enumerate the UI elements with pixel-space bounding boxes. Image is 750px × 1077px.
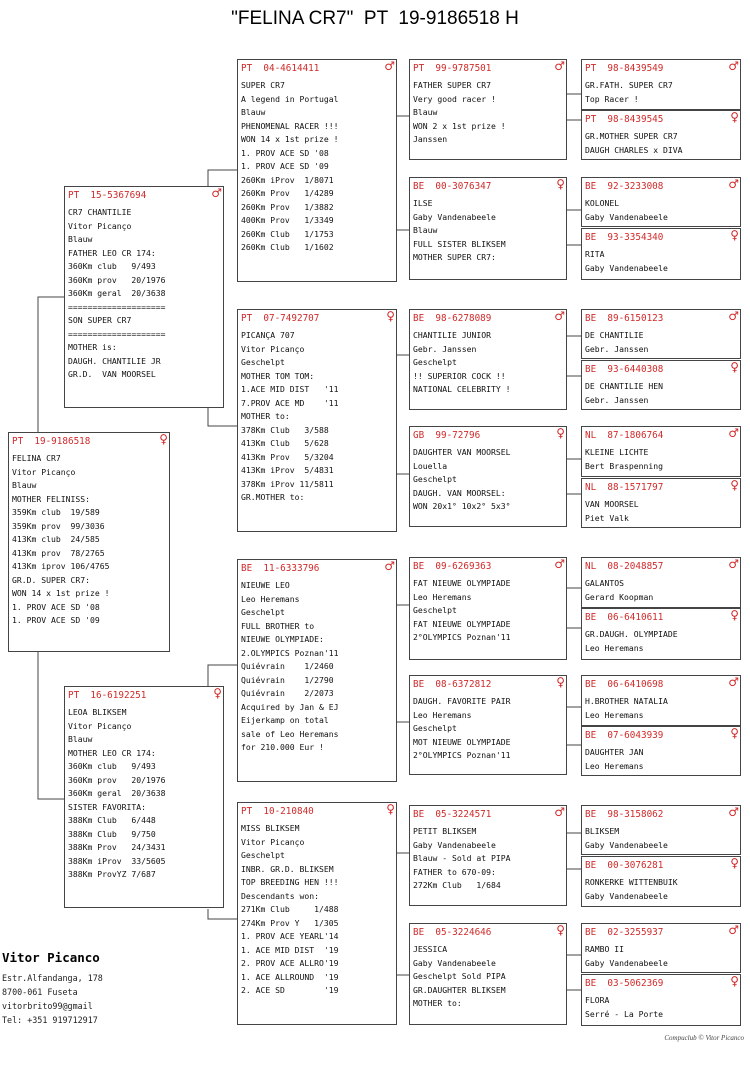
- pedigree-card-fm: [237, 309, 397, 532]
- detail-line: MOTHER LEO CR 174:: [68, 747, 156, 758]
- pedigree-card-mf: [237, 559, 397, 782]
- pedigree-card-g1: [581, 59, 741, 110]
- detail-line: GR.MOTHER SUPER CR7: [585, 131, 678, 141]
- female-symbol-icon: ♀: [730, 974, 739, 988]
- card-details: [585, 248, 737, 275]
- detail-line: Leo Heremans: [413, 709, 472, 720]
- detail-line: GR.DAUGHTER BLIKSEM: [413, 984, 506, 995]
- pedigree-card-g2: [581, 110, 741, 160]
- male-symbol-icon: ♂: [728, 177, 739, 191]
- male-symbol-icon: ♂: [728, 805, 739, 819]
- card-details: [585, 380, 737, 407]
- detail-line: FAT NIEUWE OLYMPIADE: [413, 578, 511, 588]
- detail-line: MOTHER to:: [241, 411, 290, 421]
- detail-line: Gerard Koopman: [585, 591, 654, 602]
- footer-credit: Compuclub © Vitor Picanco: [664, 1034, 744, 1042]
- male-symbol-icon: ♂: [728, 923, 739, 937]
- female-symbol-icon: ♀: [556, 675, 565, 689]
- male-symbol-icon: ♂: [554, 59, 565, 73]
- detail-line: DAUGH. CHANTILIE JR: [68, 355, 161, 366]
- detail-line: for 210.000 Eur !: [241, 742, 324, 752]
- pedigree-card-ff: [237, 59, 397, 282]
- detail-line: Gaby Vandenabeele: [413, 957, 496, 968]
- detail-line: FULL SISTER BLIKSEM: [413, 238, 506, 249]
- detail-line: ILSE: [413, 198, 433, 208]
- detail-line: MOT NIEUWE OLYMPIADE: [413, 736, 511, 747]
- pedigree-card-ffm: [409, 177, 567, 280]
- card-details: [585, 577, 737, 604]
- card-details: [68, 206, 220, 382]
- detail-line: Descendants won:: [241, 890, 319, 901]
- detail-line: 413Km Club 5/628: [241, 438, 329, 448]
- card-details: [585, 498, 737, 525]
- detail-line: Quiévrain 1/2460: [241, 661, 334, 671]
- detail-line: PICANÇA 707: [241, 330, 295, 340]
- detail-line: Gaby Vandenabeele: [413, 839, 496, 850]
- card-details: [413, 825, 563, 893]
- detail-line: 274Km Prov Y 1/305: [241, 917, 339, 928]
- male-symbol-icon: ♂: [554, 805, 565, 819]
- detail-line: Geschelpt: [413, 474, 457, 484]
- detail-line: Vitor Picanço: [241, 343, 305, 354]
- detail-line: 1. PROV ACE YEARL'14: [241, 931, 339, 941]
- female-symbol-icon: ♀: [730, 726, 739, 740]
- male-symbol-icon: ♂: [554, 309, 565, 323]
- detail-line: DAUGH CHARLES x DIVA: [585, 144, 683, 155]
- pedigree-card-father: [64, 186, 224, 408]
- pedigree-card-subject: [8, 432, 170, 652]
- detail-line: ====================: [68, 328, 166, 339]
- detail-line: Piet Valk: [585, 512, 629, 523]
- card-details: [585, 446, 737, 473]
- ring-number: PT 15-5367694: [68, 190, 147, 201]
- detail-line: DE CHANTILIE: [585, 330, 644, 340]
- detail-line: 260Km Club 1/1602: [241, 242, 334, 252]
- detail-line: Top Racer !: [585, 93, 639, 104]
- detail-line: Vitor Picanço: [68, 720, 132, 731]
- detail-line: 413Km club 24/585: [12, 534, 100, 544]
- detail-line: CR7 CHANTILIE: [68, 207, 132, 217]
- detail-line: Geschelpt: [413, 723, 457, 733]
- detail-line: DAUGH. FAVORITE PAIR: [413, 696, 511, 706]
- card-details: [413, 329, 563, 397]
- detail-line: Geschelpt: [413, 357, 457, 367]
- detail-line: BLIKSEM: [585, 826, 620, 836]
- ring-number: GB 99-72796: [413, 430, 481, 441]
- female-symbol-icon: ♀: [730, 478, 739, 492]
- detail-line: 260Km Club 1/1753: [241, 228, 334, 239]
- card-details: [241, 822, 393, 998]
- detail-line: SUPER CR7: [241, 80, 285, 90]
- female-symbol-icon: ♀: [386, 309, 395, 323]
- pedigree-card-g6: [581, 360, 741, 410]
- card-details: [241, 79, 393, 255]
- detail-line: GR.MOTHER to:: [241, 492, 305, 502]
- ring-number: PT 10-210840: [241, 806, 314, 817]
- detail-line: Serré - La Porte: [585, 1008, 663, 1019]
- ring-number: BE 98-6278089: [413, 313, 492, 324]
- detail-line: WON 14 x 1st prize !: [12, 588, 110, 598]
- detail-line: 360Km prov 20/1976: [68, 274, 166, 285]
- ring-number: NL 87-1806764: [585, 430, 664, 441]
- detail-line: NIEUWE OLYMPIADE:: [241, 634, 324, 644]
- detail-line: FULL BROTHER to: [241, 620, 315, 631]
- detail-line: sale of Leo Heremans: [241, 728, 339, 739]
- detail-line: Janssen: [413, 134, 448, 144]
- detail-line: FELINA CR7: [12, 453, 61, 463]
- detail-line: WON 20x1° 10x2° 5x3°: [413, 501, 511, 511]
- detail-line: 260Km Prov 1/3882: [241, 201, 334, 212]
- detail-line: Geschelpt Sold PIPA: [413, 971, 506, 981]
- detail-line: RAMBO II: [585, 944, 624, 954]
- detail-line: FLORA: [585, 995, 610, 1005]
- card-details: [68, 706, 220, 882]
- detail-line: Blauw - Sold at PIPA: [413, 853, 511, 863]
- detail-line: 413Km iprov 106/4765: [12, 561, 110, 571]
- detail-line: SISTER FAVORITA:: [68, 801, 146, 812]
- ring-number: BE 89-6150123: [585, 313, 664, 324]
- detail-line: TOP BREEDING HEN !!!: [241, 877, 339, 887]
- detail-line: SON SUPER CR7: [68, 315, 132, 325]
- detail-line: Geschelpt: [241, 850, 285, 860]
- detail-line: !! SUPERIOR COCK !!: [413, 370, 506, 381]
- detail-line: INBR. GR.D. BLIKSEM: [241, 863, 334, 874]
- detail-line: Geschelpt: [241, 607, 285, 617]
- detail-line: 359Km prov 99/3036: [12, 520, 105, 531]
- detail-line: 378Km iProv 11/5811: [241, 478, 334, 489]
- detail-line: Leo Heremans: [585, 760, 644, 771]
- detail-line: 388Km iProv 33/5605: [68, 855, 166, 866]
- detail-line: Gebr. Janssen: [585, 343, 649, 354]
- detail-line: FATHER to 670-09:: [413, 866, 496, 877]
- card-details: [585, 994, 737, 1021]
- detail-line: Vitor Picanço: [12, 466, 76, 477]
- detail-line: 1. PROV ACE SD '08: [241, 147, 329, 158]
- detail-line: VAN MOORSEL: [585, 499, 639, 509]
- detail-line: 378Km Club 3/588: [241, 424, 329, 435]
- page-title: "FELINA CR7" PT 19-9186518 H: [231, 8, 519, 29]
- pedigree-card-g11: [581, 675, 741, 726]
- ring-number: BE 06-6410698: [585, 679, 664, 690]
- pedigree-card-g4: [581, 228, 741, 280]
- detail-line: 1.ACE MID DIST '11: [241, 384, 339, 394]
- detail-line: 360Km club 9/493: [68, 761, 156, 771]
- ring-number: NL 88-1571797: [585, 482, 664, 493]
- pedigree-card-mmf: [409, 805, 567, 906]
- detail-line: 2°OLYMPICS Poznan'11: [413, 632, 511, 642]
- male-symbol-icon: ♂: [728, 426, 739, 440]
- detail-line: Quiévrain 1/2790: [241, 674, 334, 685]
- detail-line: GR.D. SUPER CR7:: [12, 574, 90, 585]
- detail-line: 7.PROV ACE MD '11: [241, 397, 339, 408]
- card-details: [413, 577, 563, 645]
- card-details: [413, 197, 563, 265]
- detail-line: Gaby Vandenabeele: [585, 262, 668, 273]
- detail-line: Vitor Picanço: [68, 220, 132, 231]
- detail-line: MOTHER to:: [413, 998, 462, 1008]
- male-symbol-icon: ♂: [728, 59, 739, 73]
- pedigree-card-g9: [581, 557, 741, 608]
- ring-number: BE 05-3224646: [413, 927, 492, 938]
- ring-number: PT 98-8439549: [585, 63, 664, 74]
- pedigree-card-g14: [581, 856, 741, 907]
- detail-line: MISS BLIKSEM: [241, 823, 300, 833]
- detail-line: NIEUWE LEO: [241, 580, 290, 590]
- detail-line: Quiévrain 2/2073: [241, 688, 334, 698]
- detail-line: 413Km prov 78/2765: [12, 547, 105, 558]
- detail-line: Gaby Vandenabeele: [585, 890, 668, 901]
- detail-line: FATHER LEO CR 174:: [68, 247, 156, 258]
- detail-line: Vitor Picanço: [241, 836, 305, 847]
- owner-postcode: 8700-061 Fuseta: [2, 987, 78, 997]
- ring-number: BE 92-3233008: [585, 181, 664, 192]
- ring-number: NL 08-2048857: [585, 561, 664, 572]
- pedigree-card-fmm: [409, 426, 567, 527]
- detail-line: MOTHER FELINISS:: [12, 493, 90, 504]
- card-details: [12, 452, 166, 628]
- detail-line: KLEINE LICHTE: [585, 447, 649, 457]
- card-details: [585, 876, 737, 903]
- detail-line: MOTHER TOM TOM:: [241, 370, 315, 381]
- detail-line: Gaby Vandenabeele: [585, 957, 668, 968]
- detail-line: GALANTOS: [585, 578, 624, 588]
- card-details: [413, 446, 563, 514]
- detail-line: Gaby Vandenabeele: [585, 839, 668, 850]
- female-symbol-icon: ♀: [730, 608, 739, 622]
- detail-line: Blauw: [413, 225, 438, 235]
- detail-line: RONKERKE WITTENBUIK: [585, 877, 678, 887]
- card-details: [585, 746, 737, 773]
- detail-line: 2°OLYMPICS Poznan'11: [413, 750, 511, 760]
- pedigree-card-mfm: [409, 675, 567, 775]
- female-symbol-icon: ♀: [730, 228, 739, 242]
- detail-line: GR.FATH. SUPER CR7: [585, 80, 673, 90]
- detail-line: 388Km Prov 24/3431: [68, 842, 166, 852]
- pedigree-card-mmm: [409, 923, 567, 1025]
- card-details: [585, 79, 737, 106]
- detail-line: Blauw: [12, 480, 37, 490]
- ring-number: PT 04-4614411: [241, 63, 320, 74]
- detail-line: Leo Heremans: [585, 709, 644, 720]
- pedigree-card-g5: [581, 309, 741, 359]
- ring-number: PT 99-9787501: [413, 63, 492, 74]
- detail-line: 360Km geral 20/3638: [68, 288, 166, 298]
- card-details: [585, 197, 737, 224]
- detail-line: DAUGH. VAN MOORSEL:: [413, 487, 506, 498]
- male-symbol-icon: ♂: [728, 675, 739, 689]
- owner-street: Estr.Alfandanga, 178: [2, 973, 103, 983]
- detail-line: Geschelpt: [413, 605, 457, 615]
- detail-line: CHANTILIE JUNIOR: [413, 330, 491, 340]
- male-symbol-icon: ♂: [384, 59, 395, 73]
- detail-line: ====================: [68, 301, 166, 312]
- female-symbol-icon: ♀: [556, 923, 565, 937]
- card-details: [413, 695, 563, 763]
- detail-line: 1. ACE MID DIST '19: [241, 944, 339, 955]
- pedigree-card-g12: [581, 726, 741, 776]
- detail-line: KOLONEL: [585, 198, 620, 208]
- detail-line: 388Km ProvYZ 7/687: [68, 869, 156, 879]
- detail-line: Gebr. Janssen: [413, 343, 477, 354]
- female-symbol-icon: ♀: [213, 686, 222, 700]
- owner-name: Vitor Picanco: [2, 950, 100, 965]
- detail-line: GR.D. VAN MOORSEL: [68, 369, 156, 379]
- detail-line: Blauw: [68, 734, 93, 744]
- detail-line: Blauw: [68, 234, 93, 244]
- detail-line: WON 2 x 1st prize !: [413, 120, 506, 131]
- detail-line: DE CHANTILIE HEN: [585, 381, 663, 391]
- male-symbol-icon: ♂: [384, 559, 395, 573]
- ring-number: BE 09-6269363: [413, 561, 492, 572]
- card-details: [241, 579, 393, 755]
- pedigree-card-g7: [581, 426, 741, 477]
- pedigree-card-mff: [409, 557, 567, 660]
- detail-line: Leo Heremans: [585, 642, 644, 653]
- ring-number: BE 93-3354340: [585, 232, 664, 243]
- detail-line: Blauw: [413, 107, 438, 117]
- detail-line: 388Km Club 9/750: [68, 828, 156, 839]
- pedigree-card-g10: [581, 608, 741, 660]
- detail-line: Leo Heremans: [241, 593, 300, 604]
- detail-line: Eijerkamp on total: [241, 715, 329, 725]
- owner-contact: [2, 950, 103, 1027]
- detail-line: H.BROTHER NATALIA: [585, 696, 668, 706]
- detail-line: 360Km club 9/493: [68, 261, 156, 271]
- ring-number: BE 03-5062369: [585, 978, 664, 989]
- detail-line: PHENOMENAL RACER !!!: [241, 120, 339, 131]
- detail-line: FAT NIEUWE OLYMPIADE: [413, 618, 511, 629]
- ring-number: BE 02-3255937: [585, 927, 664, 938]
- pedigree-card-g15: [581, 923, 741, 973]
- female-symbol-icon: ♀: [730, 110, 739, 124]
- male-symbol-icon: ♂: [554, 557, 565, 571]
- ring-number: PT 07-7492707: [241, 313, 320, 324]
- female-symbol-icon: ♀: [730, 360, 739, 374]
- card-details: [585, 695, 737, 722]
- owner-phone: Tel: +351 919712917: [2, 1015, 98, 1025]
- ring-number: BE 11-6333796: [241, 563, 320, 574]
- ring-number: BE 00-3076281: [585, 860, 664, 871]
- ring-number: BE 05-3224571: [413, 809, 492, 820]
- detail-line: Gebr. Janssen: [585, 394, 649, 405]
- detail-line: 1. ACE ALLROUND '19: [241, 971, 339, 982]
- ring-number: BE 08-6372812: [413, 679, 492, 690]
- detail-line: FATHER SUPER CR7: [413, 80, 491, 90]
- detail-line: 2.OLYMPICS Poznan'11: [241, 647, 339, 658]
- pedigree-card-fmf: [409, 309, 567, 410]
- ring-number: PT 16-6192251: [68, 690, 147, 701]
- detail-line: Blauw: [241, 107, 266, 117]
- card-details: [585, 943, 737, 970]
- detail-line: Leo Heremans: [413, 591, 472, 602]
- female-symbol-icon: ♀: [556, 426, 565, 440]
- pedigree-card-fff: [409, 59, 567, 160]
- detail-line: 1. PROV ACE SD '09: [241, 161, 329, 171]
- male-symbol-icon: ♂: [728, 309, 739, 323]
- owner-email: vitorbrito99@gmail: [2, 1001, 93, 1011]
- ring-number: BE 07-6043939: [585, 730, 664, 741]
- detail-line: NATIONAL CELEBRITY !: [413, 384, 511, 394]
- ring-number: BE 06-6410611: [585, 612, 664, 623]
- detail-line: 359Km club 19/589: [12, 507, 100, 517]
- card-details: [585, 329, 737, 356]
- ring-number: BE 00-3076347: [413, 181, 492, 192]
- detail-line: 2. PROV ACE ALLRO'19: [241, 958, 339, 968]
- detail-line: 260Km iProv 1/8071: [241, 174, 334, 185]
- detail-line: Gaby Vandenabeele: [585, 211, 668, 222]
- ring-number: PT 19-9186518: [12, 436, 91, 447]
- female-symbol-icon: ♀: [386, 802, 395, 816]
- detail-line: 413Km Prov 5/3204: [241, 451, 334, 462]
- pedigree-card-g13: [581, 805, 741, 855]
- card-details: [585, 628, 737, 655]
- ring-number: BE 98-3158062: [585, 809, 664, 820]
- detail-line: JESSICA: [413, 944, 448, 954]
- detail-line: Bert Braspenning: [585, 460, 663, 471]
- detail-line: Louella: [413, 460, 448, 471]
- ring-number: BE 93-6440308: [585, 364, 664, 375]
- pedigree-card-mm: [237, 802, 397, 1025]
- female-symbol-icon: ♀: [730, 856, 739, 870]
- detail-line: 388Km Club 6/448: [68, 815, 156, 825]
- detail-line: 413Km iProv 5/4831: [241, 465, 334, 475]
- ring-number: PT 98-8439545: [585, 114, 664, 125]
- detail-line: MOTHER is:: [68, 342, 117, 352]
- detail-line: Acquired by Jan & EJ: [241, 701, 339, 712]
- detail-line: 2. ACE SD '19: [241, 985, 339, 995]
- card-details: [413, 79, 563, 147]
- pedigree-card-g16: [581, 974, 741, 1026]
- card-details: [585, 825, 737, 852]
- detail-line: A legend in Portugal: [241, 93, 339, 104]
- detail-line: 271Km Club 1/488: [241, 904, 339, 914]
- female-symbol-icon: ♀: [556, 177, 565, 191]
- detail-line: 260Km Prov 1/4289: [241, 188, 334, 198]
- detail-line: WON 14 x 1st prize !: [241, 134, 339, 144]
- detail-line: Geschelpt: [241, 357, 285, 367]
- male-symbol-icon: ♂: [211, 186, 222, 200]
- detail-line: RITA: [585, 249, 605, 259]
- detail-line: DAUGHTER JAN: [585, 747, 644, 757]
- pedigree-card-g3: [581, 177, 741, 227]
- detail-line: 1. PROV ACE SD '09: [12, 615, 100, 625]
- male-symbol-icon: ♂: [728, 557, 739, 571]
- detail-line: 360Km geral 20/3638: [68, 788, 166, 798]
- card-details: [413, 943, 563, 1011]
- owner-address: [2, 971, 103, 1027]
- card-details: [585, 130, 737, 157]
- pedigree-card-g8: [581, 478, 741, 528]
- card-details: [241, 329, 393, 505]
- detail-line: 1. PROV ACE SD '08: [12, 601, 100, 612]
- detail-line: GR.DAUGH. OLYMPIADE: [585, 629, 678, 639]
- detail-line: 400Km Prov 1/3349: [241, 215, 334, 225]
- pedigree-card-mother: [64, 686, 224, 908]
- detail-line: 360Km prov 20/1976: [68, 774, 166, 785]
- detail-line: 272Km Club 1/684: [413, 880, 501, 890]
- detail-line: MOTHER SUPER CR7:: [413, 252, 496, 262]
- detail-line: DAUGHTER VAN MOORSEL: [413, 447, 511, 457]
- female-symbol-icon: ♀: [159, 432, 168, 446]
- detail-line: PETIT BLIKSEM: [413, 826, 477, 836]
- detail-line: LEOA BLIKSEM: [68, 707, 127, 717]
- detail-line: Very good racer !: [413, 93, 496, 104]
- detail-line: Gaby Vandenabeele: [413, 211, 496, 222]
